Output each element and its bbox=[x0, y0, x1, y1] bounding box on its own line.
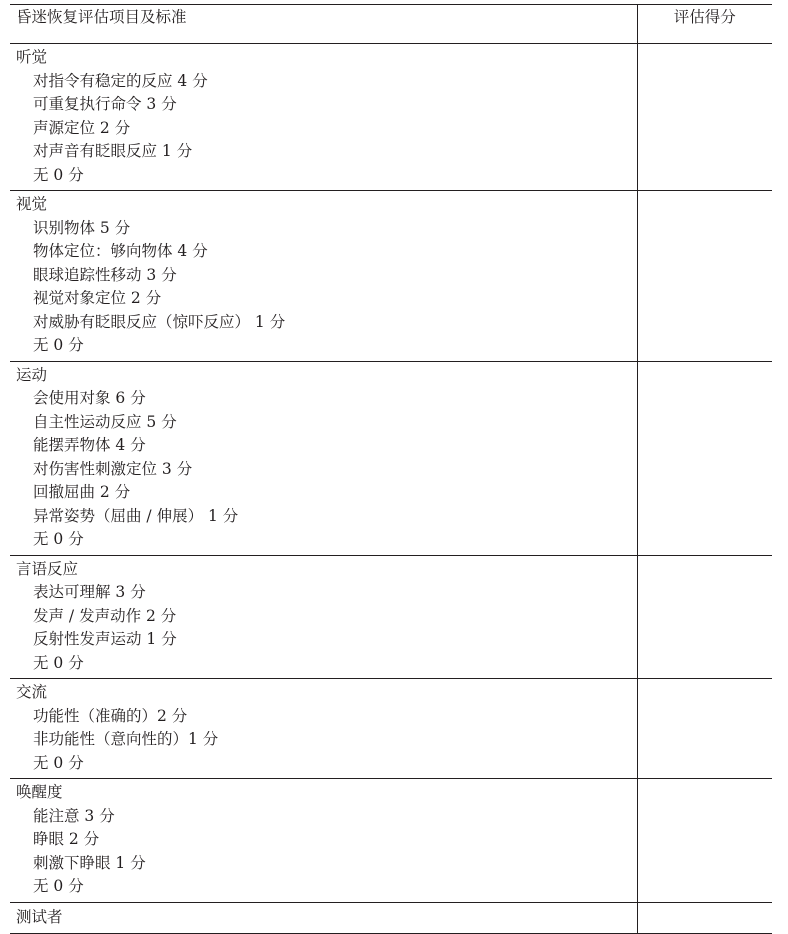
criterion-item: 异常姿势（屈曲 / 伸展） 1 分 bbox=[33, 506, 239, 525]
table-body bbox=[10, 44, 772, 934]
criterion-item: 刺激下睁眼 1 分 bbox=[33, 853, 146, 872]
section-title: 听觉 bbox=[16, 48, 48, 66]
criterion-item: 眼球追踪性移动 3 分 bbox=[33, 265, 177, 284]
criterion-item: 无 0 分 bbox=[33, 336, 84, 354]
score-cell[interactable] bbox=[637, 679, 772, 779]
tester-cell bbox=[10, 902, 637, 933]
score-cell[interactable] bbox=[637, 555, 772, 679]
section-title: 视觉 bbox=[16, 195, 48, 213]
criterion-item: 反射性发声运动 1 分 bbox=[33, 630, 177, 648]
section-row bbox=[10, 555, 772, 679]
criterion-item: 能注意 3 分 bbox=[33, 806, 115, 825]
criterion-item: 无 0 分 bbox=[33, 753, 84, 772]
section-criteria-cell bbox=[10, 555, 637, 679]
score-cell[interactable] bbox=[637, 361, 772, 555]
coma-recovery-table bbox=[10, 4, 772, 934]
criterion-item: 声源定位 2 分 bbox=[33, 118, 131, 137]
score-cell[interactable] bbox=[637, 779, 772, 903]
criterion-item: 会使用对象 6 分 bbox=[33, 389, 146, 407]
tester-signature-cell[interactable] bbox=[637, 902, 772, 933]
section-row bbox=[10, 679, 772, 779]
section-row bbox=[10, 44, 772, 191]
assessment-document bbox=[10, 4, 772, 934]
criterion-item: 物体定位：够向物体 4 分 bbox=[33, 242, 208, 260]
section-title: 运动 bbox=[16, 365, 48, 384]
score-cell[interactable] bbox=[637, 44, 772, 191]
section-title: 交流 bbox=[16, 683, 48, 701]
score-cell[interactable] bbox=[637, 191, 772, 362]
section-row bbox=[10, 361, 772, 555]
section-criteria-cell bbox=[10, 44, 637, 191]
criterion-item: 功能性（准确的）2 分 bbox=[33, 706, 188, 725]
criterion-item: 自主性运动反应 5 分 bbox=[33, 412, 177, 431]
criterion-item: 对伤害性刺激定位 3 分 bbox=[33, 459, 193, 478]
criterion-item: 识别物体 5 分 bbox=[33, 218, 131, 237]
criterion-item: 对指令有稳定的反应 4 分 bbox=[33, 71, 208, 90]
criterion-item: 无 0 分 bbox=[33, 877, 84, 895]
criterion-item: 表达可理解 3 分 bbox=[33, 583, 146, 601]
section-title: 唤醒度 bbox=[16, 783, 63, 801]
tester-label: 测试者 bbox=[16, 907, 63, 926]
criteria-column-header: 昏迷恢复评估项目及标准 bbox=[10, 5, 637, 44]
table-header-row bbox=[10, 5, 772, 44]
criterion-item: 回撤屈曲 2 分 bbox=[33, 483, 131, 501]
section-criteria-cell bbox=[10, 779, 637, 903]
tester-row bbox=[10, 902, 772, 933]
criterion-item: 无 0 分 bbox=[33, 530, 84, 548]
section-row bbox=[10, 191, 772, 362]
section-criteria-cell bbox=[10, 191, 637, 362]
criterion-item: 非功能性（意向性的）1 分 bbox=[33, 730, 219, 748]
criterion-item: 可重复执行命令 3 分 bbox=[33, 95, 177, 113]
criterion-item: 睁眼 2 分 bbox=[33, 830, 100, 848]
criterion-item: 对声音有眨眼反应 1 分 bbox=[33, 142, 193, 160]
section-row bbox=[10, 779, 772, 903]
criterion-item: 无 0 分 bbox=[33, 165, 84, 184]
criterion-item: 对威胁有眨眼反应（惊吓反应） 1 分 bbox=[33, 312, 286, 331]
criterion-item: 发声 / 发声动作 2 分 bbox=[33, 606, 177, 625]
criterion-item: 无 0 分 bbox=[33, 653, 84, 672]
score-column-header: 评估得分 bbox=[637, 5, 772, 44]
criterion-item: 能摆弄物体 4 分 bbox=[33, 436, 146, 454]
section-title: 言语反应 bbox=[16, 559, 79, 578]
criterion-item: 视觉对象定位 2 分 bbox=[33, 289, 162, 307]
section-criteria-cell bbox=[10, 679, 637, 779]
section-criteria-cell bbox=[10, 361, 637, 555]
